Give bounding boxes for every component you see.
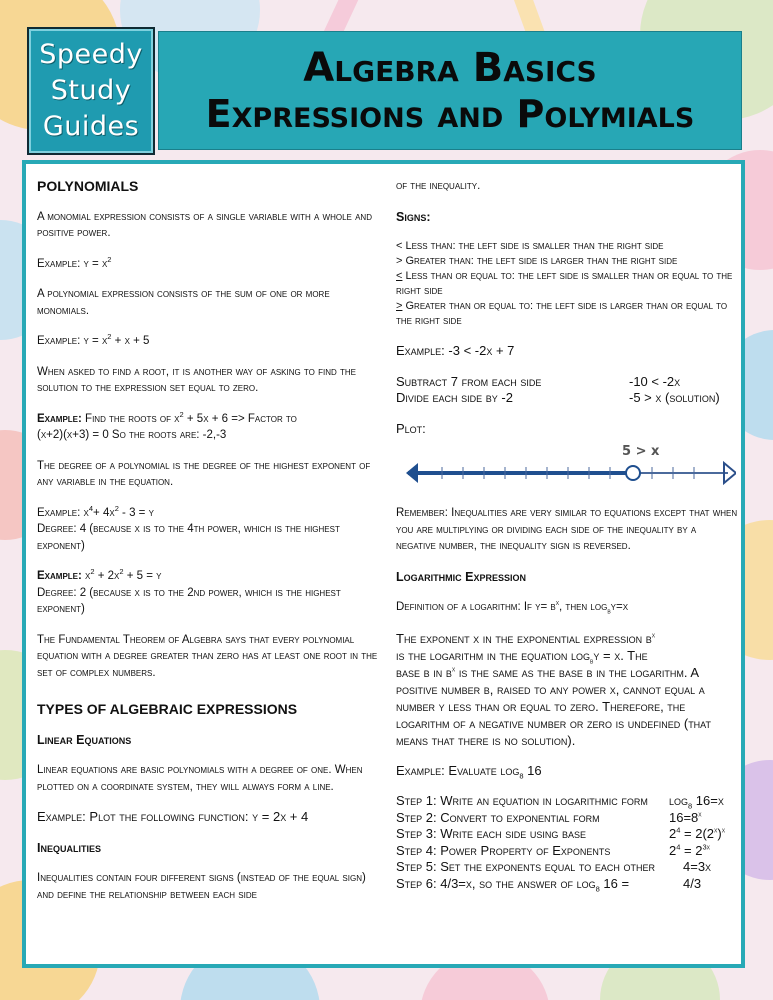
log-step-1: Step 1: Write an equation in logarithmic form $\log_8 16=x$ xyxy=(396,793,724,811)
title-line-2: Expressions and Polymials xyxy=(205,91,695,136)
inequality-step-divide: Divide each side by -2 -5 > x (solution) xyxy=(396,390,720,405)
log-step-4: Step 4: Power Property of Exponents $2^4 = 2^{3x}$ xyxy=(396,842,710,858)
sign-less-equal: < Less than or equal to: the left side is smaller than or equal to the right side xyxy=(396,270,733,297)
logo-line-3: Guides xyxy=(42,111,140,142)
heading-types: TYPES OF ALGEBRAIC EXPRESSIONS xyxy=(37,701,298,717)
subheading-linear: Linear Equations xyxy=(37,732,132,747)
log-step-3: Step 3: Write each side using base $2^4 = 2(2^x)^x$ xyxy=(396,825,726,841)
logo-line-2: Study xyxy=(50,75,132,106)
number-line-svg xyxy=(396,437,736,497)
log-definition: Definition of a logarithm: If $y= b^x$, then $\log_by=x$ xyxy=(396,598,629,616)
sign-greater-than: > Greater than: the left side is larger than the right side xyxy=(396,255,678,267)
title-banner xyxy=(158,31,742,150)
inequality-step-subtract: Subtract 7 from each side -10 < -2x xyxy=(396,373,681,389)
inequality-example: Example: -3 < -2x + 7 xyxy=(396,343,515,358)
plot-label: Plot: xyxy=(396,420,426,436)
linear-definition: Linear equations are basic polynomials with a degree of one. When plotted on a coordinate system, they will always form a line. xyxy=(37,764,363,793)
root-definition: When asked to find a root, it is another way of asking to find the solution to the expression set equal to zero. xyxy=(37,365,356,394)
content-panel xyxy=(22,160,745,968)
title-line-1: Algebra Basics xyxy=(303,44,597,91)
log-step-6: Step 6: 4/3=x, so the answer of $\log_8 16$ = 4/3 xyxy=(396,875,702,894)
plot-expression: 5 > x xyxy=(622,444,660,459)
inequalities-continued: of the inequality. xyxy=(396,180,481,192)
log-step-5: Step 5: Set the exponents equal to each other 4=3x xyxy=(396,859,712,874)
log-step-2: Step 2: Convert to exponential form $16=8^x$ xyxy=(396,809,702,825)
inequalities-definition: Inequalities contain four different signs (instead of the equal sign) and define the relationship between each side xyxy=(37,872,366,901)
degree-example-2: Example: $x^2 + 2x^2 + 5 = y$ Degree: 2 (because x is to the 2nd power, which is the highest exponent) xyxy=(37,567,341,615)
subheading-logarithmic: Logarithmic Expression xyxy=(396,569,526,584)
number-line-plot xyxy=(396,437,739,497)
logo-line-1: Speedy xyxy=(39,39,143,70)
left-arrow-icon xyxy=(406,463,418,483)
sign-less-than: < Less than: the left side is smaller than the right side xyxy=(396,240,664,252)
remember-note: Remember: Inequalities are very similar to equations except that when you are multiplying or dividing each side of the inequality by a negative number, the inequality sign is reversed. xyxy=(396,507,738,552)
monomial-definition: A monomial expression consists of a single variable with a whole and positive power. xyxy=(37,210,372,239)
open-circle-point xyxy=(626,466,640,480)
degree-example-1: Example: $x^4+ 4x^2 - 3 = y$ Degree: 4 (because x is to the 4th power, which is the highest exponent) xyxy=(37,503,340,552)
heading-polynomials: POLYNOMIALS xyxy=(37,178,139,194)
polynomial-definition: A polynomial expression consists of the sum of one or more monomials. xyxy=(37,288,330,317)
roots-example: Example: Find the roots of $x^2 + 5x + 6$ => Factor to (x+2)(x+3) = 0 So the roots are: -2,-3 xyxy=(37,409,297,441)
polynomial-example: Example: $y = x^2 + x + 5$ xyxy=(37,332,150,347)
log-explanation: The exponent x in the exponential expression $b^x$ is the logarithm in the equation $\log_by = x$. The base b in $b^x$ is the same as the base b in the logarithm. A positive number b, raised to any power x, cannot equal a number y less than or equal to zero. Therefore, the logarithm of a negative number or zero is undefined (that means that there is no solution). xyxy=(396,630,712,748)
brand-logo xyxy=(27,27,155,155)
fundamental-theorem: The Fundamental Theorem of Algebra says that every polynomial equation with a degree greater than zero has at least one root in the set of complex numbers. xyxy=(37,633,378,679)
linear-example: Example: Plot the following function: y = 2x + 4 xyxy=(37,809,309,824)
subheading-signs: Signs: xyxy=(396,209,431,224)
monomial-example: Example: $y = x^2$ xyxy=(37,254,112,270)
subheading-inequalities: Inequalities xyxy=(37,840,101,855)
left-column xyxy=(37,178,379,903)
right-column xyxy=(396,178,739,892)
log-example: Example: Evaluate $\log_8 16$ xyxy=(396,762,542,781)
sign-greater-equal: > Greater than or equal to: the left side is larger than or equal to the right side xyxy=(396,300,728,327)
degree-definition: The degree of a polynomial is the degree of the highest exponent of any variable in the equation. xyxy=(37,459,371,488)
